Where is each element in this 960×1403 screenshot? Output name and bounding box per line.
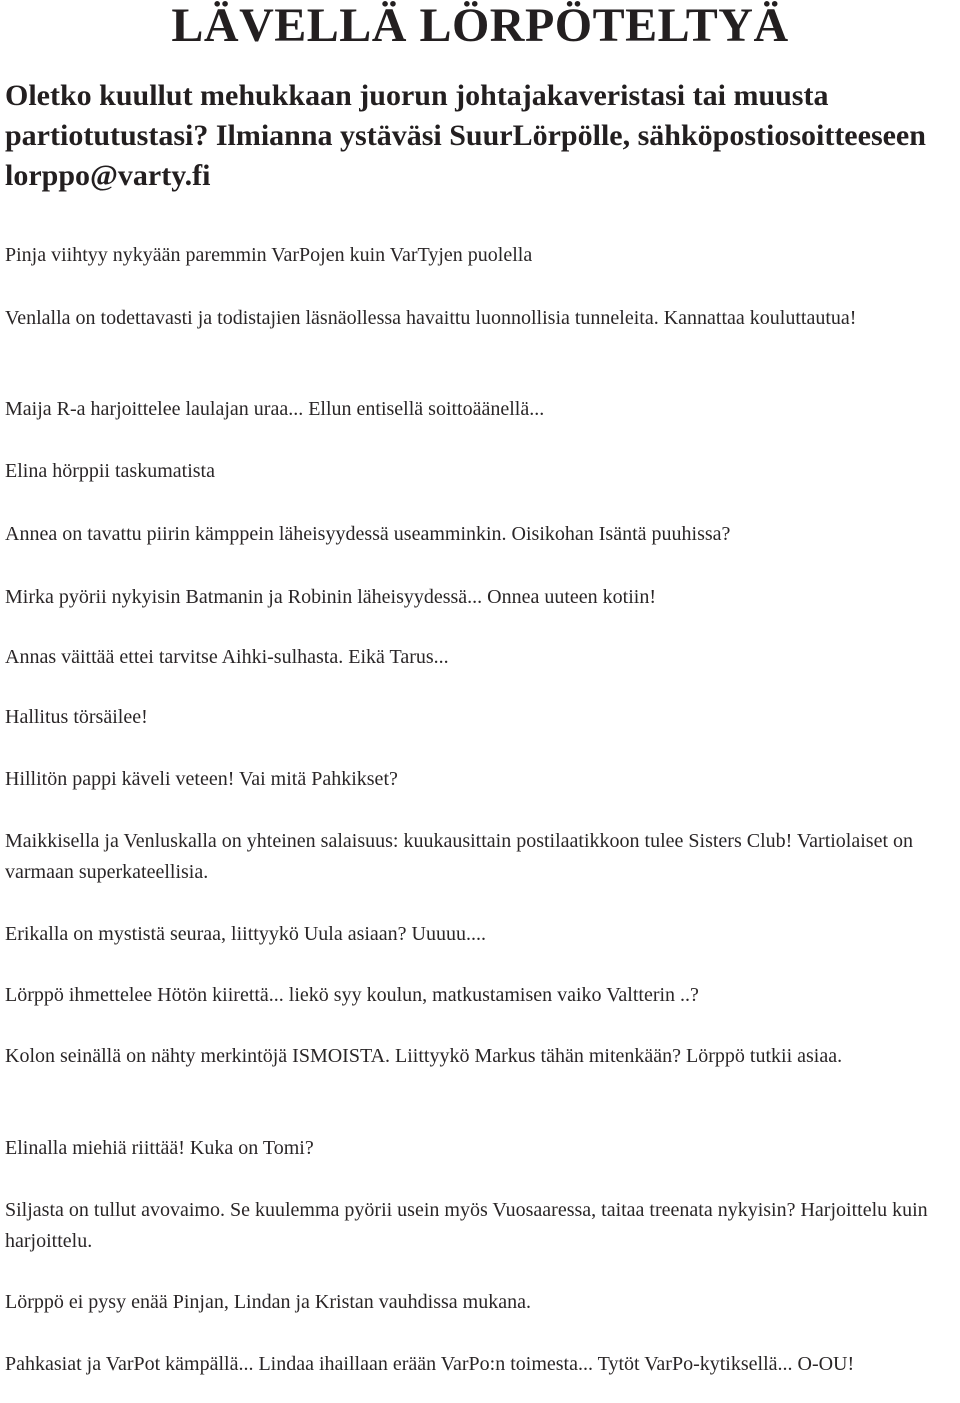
gossip-item: Annea on tavattu piirin kämppein läheisyydessä useamminkin. Oisikohan Isäntä puuhissa? [5, 523, 731, 545]
gossip-item: Pinja viihtyy nykyään paremmin VarPojen kuin VarTyjen puolella [5, 244, 533, 266]
gossip-item: Pahkasiat ja VarPot kämpällä... Lindaa ihaillaan erään VarPo:n toimesta... Tytöt VarPo-kytiksellä... O-OU! [5, 1353, 855, 1375]
gossip-item: Elina hörppii taskumatista [5, 460, 215, 482]
intro-text: Oletko kuullut mehukkaan juorun johtajakaveristasi tai muusta partiotutustasi? Ilmianna ystäväsi SuurLörpölle, sähköpostiosoitteeseen lorppo@varty.fi [5, 79, 926, 192]
gossip-item: Maija R-a harjoittelee laulajan uraa... Ellun entisellä soittoäänellä... [5, 398, 545, 420]
gossip-item: Erikalla on mystistä seuraa, liittyykö Uula asiaan? Uuuuu.... [5, 923, 486, 945]
gossip-item: Mirka pyörii nykyisin Batmanin ja Robinin läheisyydessä... Onnea uuteen kotiin! [5, 586, 657, 608]
gossip-item: Lörppö ihmettelee Hötön kiirettä... liekö syy koulun, matkustamisen vaiko Valtterin ..? [5, 984, 699, 1006]
gossip-item: Elinalla miehiä riittää! Kuka on Tomi? [5, 1137, 314, 1159]
gossip-item: Venlalla on todettavasti ja todistajien läsnäollessa havaittu luonnollisia tunneleita. Kannattaa kouluttautua! [5, 307, 857, 329]
gossip-item: Annas väittää ettei tarvitse Aihki-sulhasta. Eikä Tarus... [5, 646, 449, 668]
gossip-item: Kolon seinällä on nähty merkintöjä ISMOISTA. Liittyykö Markus tähän mitenkään? Lörppö tutkii asiaa. [5, 1045, 843, 1067]
gossip-item: Hillitön pappi käveli veteen! Vai mitä Pahkikset? [5, 768, 398, 790]
page-title: LÄVELLÄ LÖRPÖTELTYÄ [171, 0, 789, 52]
gossip-item: Siljasta on tullut avovaimo. Se kuulemma pyörii usein myös Vuosaaressa, taitaa treenata nykyisin? Harjoittelu kuin harjoittelu. [5, 1199, 928, 1252]
gossip-item: Hallitus törsäilee! [5, 706, 148, 728]
gossip-item: Lörppö ei pysy enää Pinjan, Lindan ja Kristan vauhdissa mukana. [5, 1291, 531, 1313]
gossip-item: Maikkisella ja Venluskalla on yhteinen salaisuus: kuukausittain postilaatikkoon tulee Sisters Club! Vartiolaiset on varmaan superkateellisia. [5, 830, 914, 883]
